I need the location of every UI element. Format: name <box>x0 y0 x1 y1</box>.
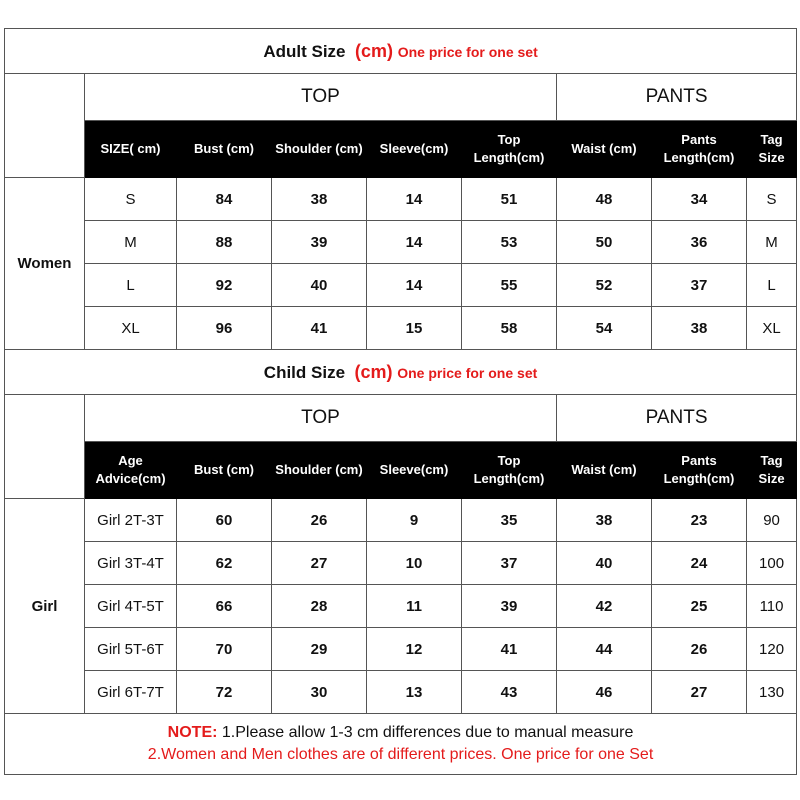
table-cell: 41 <box>462 628 557 671</box>
table-cell: 48 <box>557 178 652 221</box>
table-cell: M <box>747 221 797 264</box>
adult-header-1: Bust (cm) <box>177 121 272 178</box>
child-header-0: Age Advice(cm) <box>85 442 177 499</box>
table-cell: 27 <box>272 542 367 585</box>
note-text-1: 1.Please allow 1-3 cm differences due to manual measure <box>221 724 634 741</box>
table-cell: 14 <box>367 221 462 264</box>
child-group-label: Girl <box>5 499 85 714</box>
table-cell: M <box>85 221 177 264</box>
adult-pants-label: PANTS <box>557 74 797 121</box>
table-cell: 88 <box>177 221 272 264</box>
adult-title-cell <box>5 29 797 74</box>
table-cell: 72 <box>177 671 272 714</box>
table-cell: Girl 2T-3T <box>85 499 177 542</box>
table-cell: 38 <box>652 307 747 350</box>
size-chart <box>4 28 797 775</box>
adult-group-blank <box>5 74 85 178</box>
adult-title: Adult Size <box>263 41 346 61</box>
table-cell: 96 <box>177 307 272 350</box>
table-cell: 14 <box>367 264 462 307</box>
adult-top-label: TOP <box>85 74 557 121</box>
table-cell: 23 <box>652 499 747 542</box>
table-cell: 92 <box>177 264 272 307</box>
table-row <box>5 671 797 714</box>
table-cell: 100 <box>747 542 797 585</box>
table-cell: Girl 3T-4T <box>85 542 177 585</box>
table-cell: 40 <box>272 264 367 307</box>
child-group-blank <box>5 395 85 499</box>
table-cell: 38 <box>272 178 367 221</box>
table-row <box>5 264 797 307</box>
table-cell: 37 <box>462 542 557 585</box>
table-cell: S <box>747 178 797 221</box>
table-cell: 28 <box>272 585 367 628</box>
child-subtitle: One price for one set <box>397 364 538 381</box>
table-cell: 50 <box>557 221 652 264</box>
table-cell: 46 <box>557 671 652 714</box>
table-cell: 13 <box>367 671 462 714</box>
table-cell: 26 <box>652 628 747 671</box>
table-cell: 90 <box>747 499 797 542</box>
child-header-7: Tag Size <box>747 442 797 499</box>
table-cell: 29 <box>272 628 367 671</box>
table-cell: 84 <box>177 178 272 221</box>
table-cell: L <box>747 264 797 307</box>
table-cell: 130 <box>747 671 797 714</box>
adult-header-0: SIZE( cm) <box>85 121 177 178</box>
table-cell: 120 <box>747 628 797 671</box>
note-line-1 <box>5 722 796 744</box>
table-cell: 15 <box>367 307 462 350</box>
table-row <box>5 585 797 628</box>
table-cell: Girl 6T-7T <box>85 671 177 714</box>
table-cell: 42 <box>557 585 652 628</box>
table-cell: 14 <box>367 178 462 221</box>
table-cell: 40 <box>557 542 652 585</box>
table-cell: 25 <box>652 585 747 628</box>
note-cell <box>5 714 797 775</box>
adult-header-3: Sleeve(cm) <box>367 121 462 178</box>
table-cell: 39 <box>462 585 557 628</box>
table-cell: 39 <box>272 221 367 264</box>
table-cell: 43 <box>462 671 557 714</box>
table-cell: 30 <box>272 671 367 714</box>
adult-unit: (cm) <box>354 40 393 61</box>
note-line-2: 2.Women and Men clothes are of different prices. One price for one Set <box>147 746 654 763</box>
table-cell: 11 <box>367 585 462 628</box>
table-cell: XL <box>747 307 797 350</box>
child-header-1: Bust (cm) <box>177 442 272 499</box>
adult-header-2: Shoulder (cm) <box>272 121 367 178</box>
child-header-3: Sleeve(cm) <box>367 442 462 499</box>
child-header-2: Shoulder (cm) <box>272 442 367 499</box>
table-cell: L <box>85 264 177 307</box>
table-cell: 41 <box>272 307 367 350</box>
adult-header-6: Pants Length(cm) <box>652 121 747 178</box>
adult-header-5: Waist (cm) <box>557 121 652 178</box>
table-row <box>5 307 797 350</box>
child-top-label: TOP <box>85 395 557 442</box>
table-cell: XL <box>85 307 177 350</box>
table-cell: 36 <box>652 221 747 264</box>
table-cell: 44 <box>557 628 652 671</box>
note-label: NOTE: <box>167 724 218 741</box>
child-header-4: Top Length(cm) <box>462 442 557 499</box>
table-cell: 54 <box>557 307 652 350</box>
table-cell: 62 <box>177 542 272 585</box>
table-row <box>5 628 797 671</box>
adult-header-7: Tag Size <box>747 121 797 178</box>
table-cell: 34 <box>652 178 747 221</box>
table-row <box>5 499 797 542</box>
table-cell: 12 <box>367 628 462 671</box>
child-unit: (cm) <box>354 361 393 382</box>
table-cell: 55 <box>462 264 557 307</box>
child-title-cell <box>5 350 797 395</box>
table-row <box>5 221 797 264</box>
child-header-6: Pants Length(cm) <box>652 442 747 499</box>
table-cell: 51 <box>462 178 557 221</box>
table-cell: Girl 4T-5T <box>85 585 177 628</box>
table-cell: Girl 5T-6T <box>85 628 177 671</box>
table-cell: 70 <box>177 628 272 671</box>
table-row <box>5 178 797 221</box>
child-header-5: Waist (cm) <box>557 442 652 499</box>
table-cell: 38 <box>557 499 652 542</box>
table-row <box>5 542 797 585</box>
table-cell: 9 <box>367 499 462 542</box>
table-cell: 10 <box>367 542 462 585</box>
table-cell: 52 <box>557 264 652 307</box>
table-cell: 53 <box>462 221 557 264</box>
adult-subtitle: One price for one set <box>397 43 538 60</box>
table-cell: 35 <box>462 499 557 542</box>
table-cell: 37 <box>652 264 747 307</box>
table-cell: S <box>85 178 177 221</box>
table-cell: 66 <box>177 585 272 628</box>
table-cell: 27 <box>652 671 747 714</box>
child-title: Child Size <box>263 362 346 382</box>
table-cell: 26 <box>272 499 367 542</box>
table-cell: 110 <box>747 585 797 628</box>
table-cell: 60 <box>177 499 272 542</box>
adult-header-4: Top Length(cm) <box>462 121 557 178</box>
adult-group-label: Women <box>5 178 85 350</box>
child-pants-label: PANTS <box>557 395 797 442</box>
table-cell: 24 <box>652 542 747 585</box>
size-table <box>4 28 797 775</box>
table-cell: 58 <box>462 307 557 350</box>
